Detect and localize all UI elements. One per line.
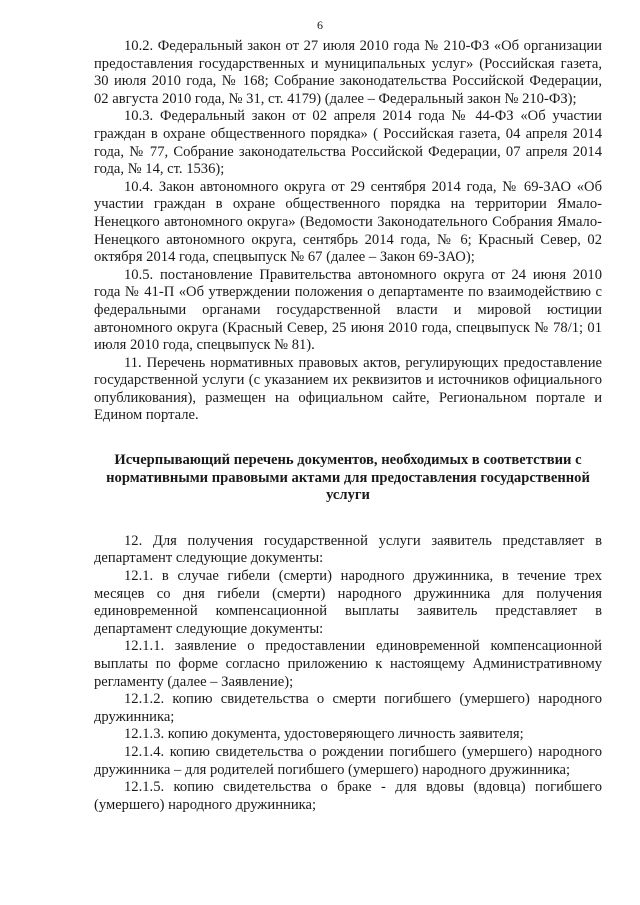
paragraph-10-4: 10.4. Закон автономного округа от 29 сентября 2014 года, № 69-ЗАО «Об участии граждан в охране общественного порядка на территории Ямало-Ненецкого автономного округа» (Ведомости Законодательного Собрания Ямало-Ненецкого автономного округа, сентябрь 2014 года, № 6; Красный Север, 02 октября 2014 года, спецвыпуск № 67 (далее – Закон 69-ЗАО); <box>94 178 602 266</box>
paragraph-10-3: 10.3. Федеральный закон от 02 апреля 2014 года № 44-ФЗ «Об участии граждан в охране общественного порядка» ( Российская газета, 04 апреля 2014 года, № 77, Собрание законодательства Российской Федерации, 07 апреля 2014 года, № 14, ст. 1536); <box>94 108 602 178</box>
document-body <box>94 38 602 814</box>
paragraph-12-1-1: 12.1.1. заявление о предоставлении единовременной компенсационной выплаты по форме согласно приложению к настоящему Административному регламенту (далее – Заявление); <box>94 638 602 690</box>
page-number: 6 <box>317 18 323 32</box>
paragraph-11: 11. Перечень нормативных правовых актов, регулирующих предоставление государственной услуги (с указанием их реквизитов и источников официального опубликования), размещен на официальном сайте, Региональном портале и Едином портале. <box>94 354 602 424</box>
paragraph-12: 12. Для получения государственной услуги заявитель представляет в департамент следующие документы: <box>94 532 602 567</box>
paragraph-12-1-4: 12.1.4. копию свидетельства о рождении погибшего (умершего) народного дружинника – для родителей погибшего (умершего) народного дружинника; <box>94 743 602 778</box>
paragraph-12-1-2: 12.1.2. копию свидетельства о смерти погибшего (умершего) народного дружинника; <box>94 691 602 725</box>
paragraph-10-2: 10.2. Федеральный закон от 27 июля 2010 года № 210-ФЗ «Об организации предоставления государственных и муниципальных услуг» (Российская газета, 30 июля 2010 года, № 168; Собрание законодательства Российской Федерации, 02 августа 2010 года, № 31, ст. 4179) (далее – Федеральный закон № 210-ФЗ); <box>94 38 602 107</box>
paragraph-10-5: 10.5. постановление Правительства автономного округа от 24 июня 2010 года № 41-П «Об утверждении положения о департаменте по взаимодействию с федеральными органами государственной власти и мировой юстиции автономного округа (Красный Север, 25 июня 2010 года, спецвыпуск № 78/1; 01 июля 2010 года, спецвыпуск № 81). <box>94 266 602 354</box>
section-heading: Исчерпывающий перечень документов, необходимых в соответствии с нормативными правовыми актами для предоставления государственной услуги <box>106 452 590 504</box>
paragraph-12-1-5: 12.1.5. копию свидетельства о браке - для вдовы (вдовца) погибшего (умершего) народного дружинника; <box>94 779 602 813</box>
paragraph-12-1: 12.1. в случае гибели (смерти) народного дружинника, в течение трех месяцев со дня гибели (смерти) народного дружинника для получения единовременной компенсационной выплаты заявитель представляет в департамент следующие документы: <box>94 568 602 637</box>
paragraph-12-1-3: 12.1.3. копию документа, удостоверяющего личность заявителя; <box>124 726 524 743</box>
